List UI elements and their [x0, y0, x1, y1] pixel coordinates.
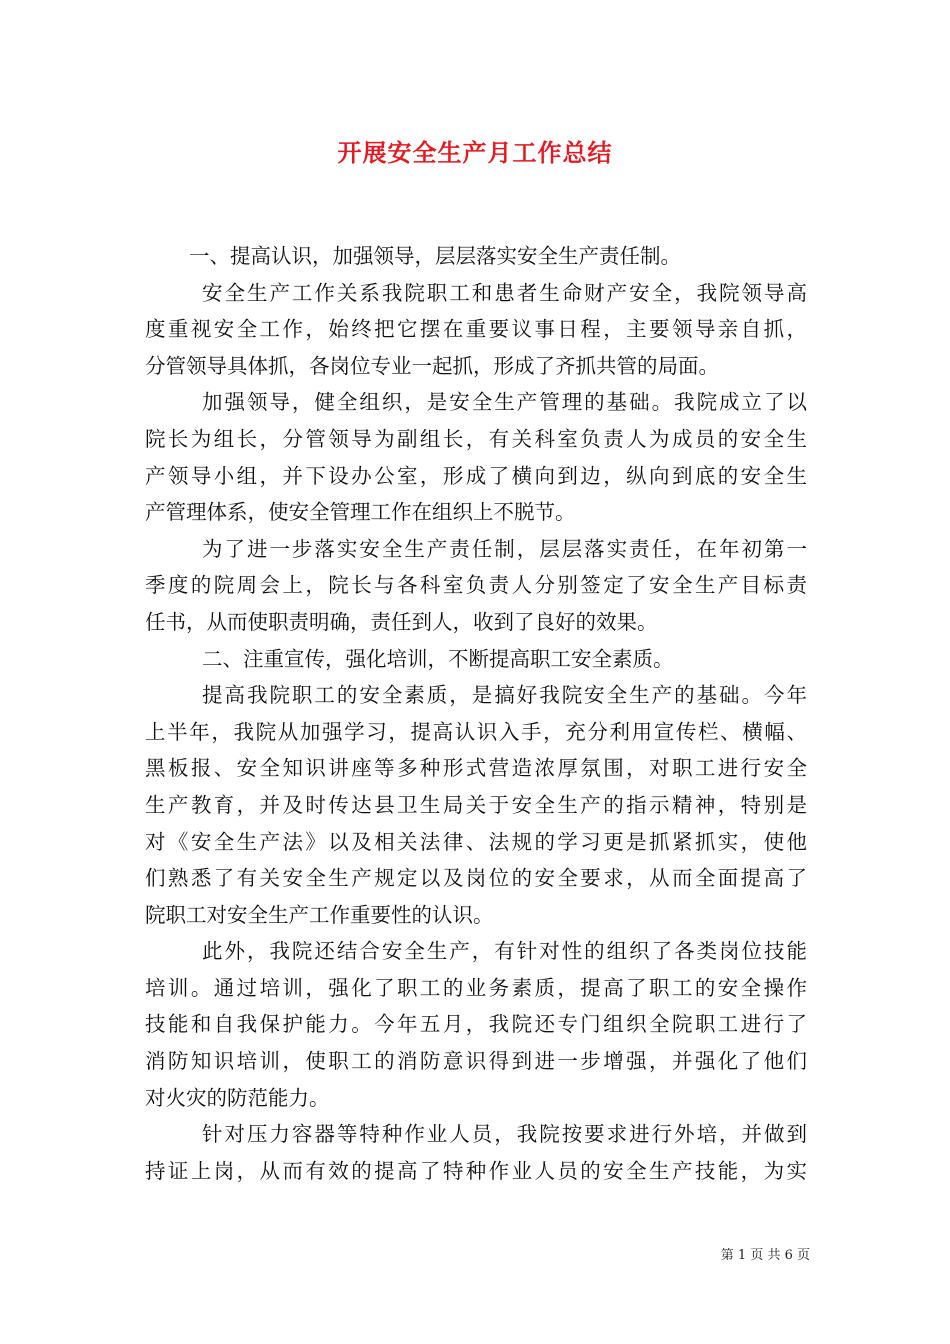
document-title: 开展安全生产月工作总结: [337, 139, 613, 167]
text-line: 上半年，我院从加强学习，提高认识入手，充分利用宣传栏、横幅、: [145, 719, 807, 744]
text-line: 加强领导，健全组织，是安全生产管理的基础。我院成立了以: [202, 390, 807, 415]
text-line: 季度的院周会上，院长与各科室负责人分别签定了安全生产目标责: [145, 573, 807, 598]
document-body: [145, 238, 807, 1189]
text-line: 院长为组长，分管领导为副组长，有关科室负责人为成员的安全生: [145, 426, 807, 451]
text-line: 生产教育，并及时传达县卫生局关于安全生产的指示精神，特别是: [145, 792, 807, 817]
text-line: 为了进一步落实安全生产责任制，层层落实责任，在年初第一: [202, 536, 807, 561]
text-line: 提高我院职工的安全素质，是搞好我院安全生产的基础。今年: [202, 683, 807, 708]
text-line: 二、注重宣传，强化培训，不断提高职工安全素质。: [202, 646, 674, 671]
text-line: 任书，从而使职责明确，责任到人，收到了良好的效果。: [145, 609, 658, 634]
text-line: 持证上岗，从而有效的提高了特种作业人员的安全生产技能，为实: [145, 1158, 807, 1183]
text-line: 此外，我院还结合安全生产，有针对性的组织了各类岗位技能: [202, 939, 807, 964]
text-line: 技能和自我保护能力。今年五月，我院还专门组织全院职工进行了: [145, 1012, 807, 1037]
text-line: 度重视安全工作，始终把它摆在重要议事日程，主要领导亲自抓，: [145, 317, 807, 342]
text-line: 一、提高认识，加强领导，层层落实安全生产责任制。: [189, 244, 681, 268]
page-number: 第 1 页 共 6 页: [720, 1248, 810, 1263]
text-line: 黑板报、安全知识讲座等多种形式营造浓厚氛围，对职工进行安全: [145, 756, 807, 781]
text-line: 消防知识培训，使职工的消防意识得到进一步增强，并强化了他们: [145, 1049, 807, 1074]
text-line: 产领导小组，并下设办公室，形成了横向到边，纵向到底的安全生: [145, 463, 807, 488]
text-line: 针对压力容器等特种作业人员，我院按要求进行外培，并做到: [202, 1122, 807, 1147]
text-line: 产管理体系，使安全管理工作在组织上不脱节。: [145, 500, 576, 525]
text-line: 安全生产工作关系我院职工和患者生命财产安全，我院领导高: [202, 280, 807, 305]
text-line: 培训。通过培训，强化了职工的业务素质，提高了职工的安全操作: [145, 975, 807, 1000]
text-line: 对《安全生产法》以及相关法律、法规的学习更是抓紧抓实，使他: [145, 829, 807, 854]
text-line: 对火灾的防范能力。: [145, 1085, 330, 1110]
text-line: 院职工对安全生产工作重要性的认识。: [145, 902, 494, 927]
text-line: 们熟悉了有关安全生产规定以及岗位的安全要求，从而全面提高了: [145, 866, 807, 891]
text-line: 分管领导具体抓，各岗位专业一起抓，形成了齐抓共管的局面。: [145, 353, 719, 378]
